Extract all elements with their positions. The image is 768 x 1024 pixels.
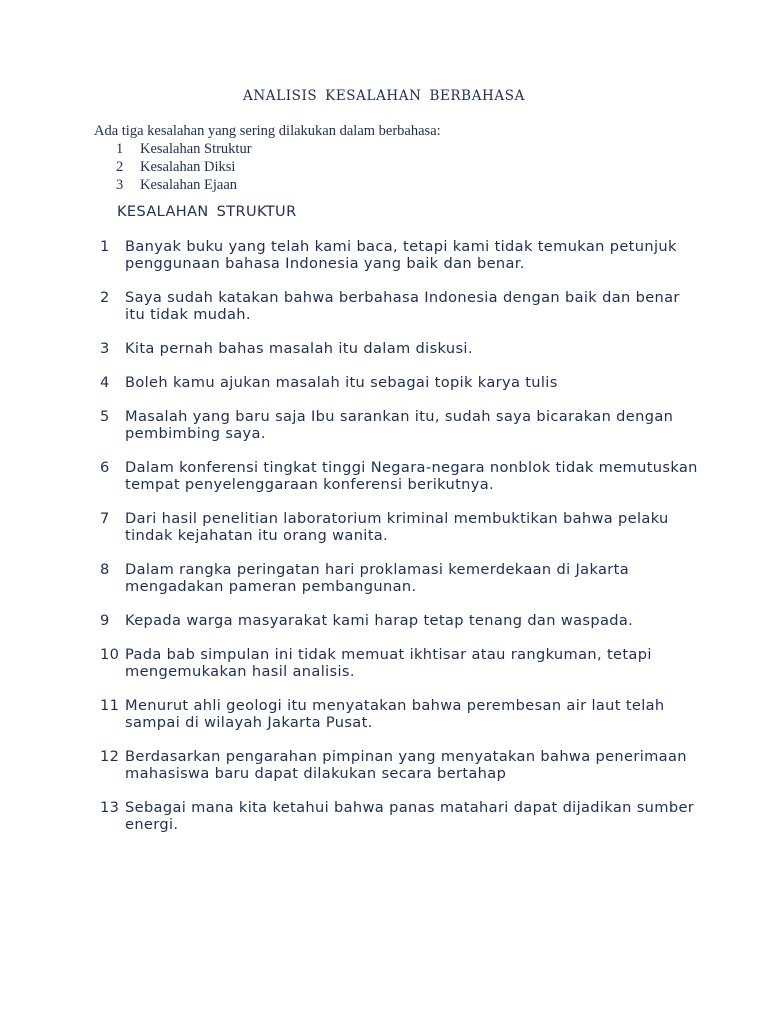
list-item [100,289,700,323]
list-item-number: 4 [100,374,110,391]
list-item-text: Banyak buku yang telah kami baca, tetapi kami tidak temukan petunjuk penggunaan bahasa Indonesia yang baik dan benar. [125,238,677,272]
intro-list-number: 3 [116,177,124,193]
list-item-text: Saya sudah katakan bahwa berbahasa Indonesia dengan baik dan benar itu tidak mudah. [125,289,680,323]
list-item [100,799,700,833]
intro-list-label: Kesalahan Diksi [140,159,236,175]
list-item-number: 2 [100,289,110,306]
list-item [100,459,700,493]
list-item-number: 9 [100,612,110,629]
list-item [100,612,700,629]
intro-block [94,122,441,194]
list-item-text: Dalam rangka peringatan hari proklamasi kemerdekaan di Jakarta mengadakan pameran pembangunan. [125,561,629,595]
list-item [100,697,700,731]
list-item-number: 3 [100,340,110,357]
list-item-text: Menurut ahli geologi itu menyatakan bahwa perembesan air laut telah sampai di wilayah Jakarta Pusat. [125,697,665,731]
list-item-number: 12 [100,748,120,765]
list-item [100,374,700,391]
list-item [100,340,700,357]
example-list [100,238,700,850]
list-item-number: 10 [100,646,120,663]
list-item [100,408,700,442]
list-item-number: 13 [100,799,120,816]
list-item-text: Kepada warga masyarakat kami harap tetap tenang dan waspada. [125,612,634,629]
list-item-text: Sebagai mana kita ketahui bahwa panas matahari dapat dijadikan sumber energi. [125,799,695,833]
list-item-number: 1 [100,238,110,255]
intro-list-item [94,176,441,194]
list-item [100,510,700,544]
list-item-text: Boleh kamu ajukan masalah itu sebagai topik karya tulis [125,374,558,391]
list-item-number: 8 [100,561,110,578]
intro-list-number: 2 [116,159,124,175]
list-item-text: Dari hasil penelitian laboratorium kriminal membuktikan bahwa pelaku tindak kejahatan itu orang wanita. [125,510,669,544]
list-item-text: Berdasarkan pengarahan pimpinan yang menyatakan bahwa penerimaan mahasiswa baru dapat dilakukan secara bertahap [125,748,687,782]
intro-list-label: Kesalahan Ejaan [140,177,238,193]
list-item-number: 6 [100,459,110,476]
list-item-number: 11 [100,697,120,714]
intro-list [94,140,441,194]
list-item [100,646,700,680]
list-item-text: Kita pernah bahas masalah itu dalam diskusi. [125,340,473,357]
list-item-text: Masalah yang baru saja Ibu sarankan itu, sudah saya bicarakan dengan pembimbing saya. [125,408,674,442]
section-heading: KESALAHAN STRUKTUR [117,204,297,220]
intro-list-item [94,158,441,176]
list-item-text: Pada bab simpulan ini tidak memuat ikhtisar atau rangkuman, tetapi mengemukakan hasil analisis. [125,646,652,680]
list-item-text: Dalam konferensi tingkat tinggi Negara-negara nonblok tidak memutuskan tempat penyelenggaraan konferensi berikutnya. [125,459,698,493]
list-item-number: 5 [100,408,110,425]
intro-list-number: 1 [116,141,124,157]
list-item-number: 7 [100,510,110,527]
list-item [100,748,700,782]
list-item [100,238,700,272]
intro-list-item [94,140,441,158]
list-item [100,561,700,595]
intro-list-label: Kesalahan Struktur [140,141,252,157]
document-title: ANALISIS KESALAHAN BERBAHASA [243,88,525,104]
intro-text: Ada tiga kesalahan yang sering dilakukan dalam berbahasa: [94,123,441,139]
